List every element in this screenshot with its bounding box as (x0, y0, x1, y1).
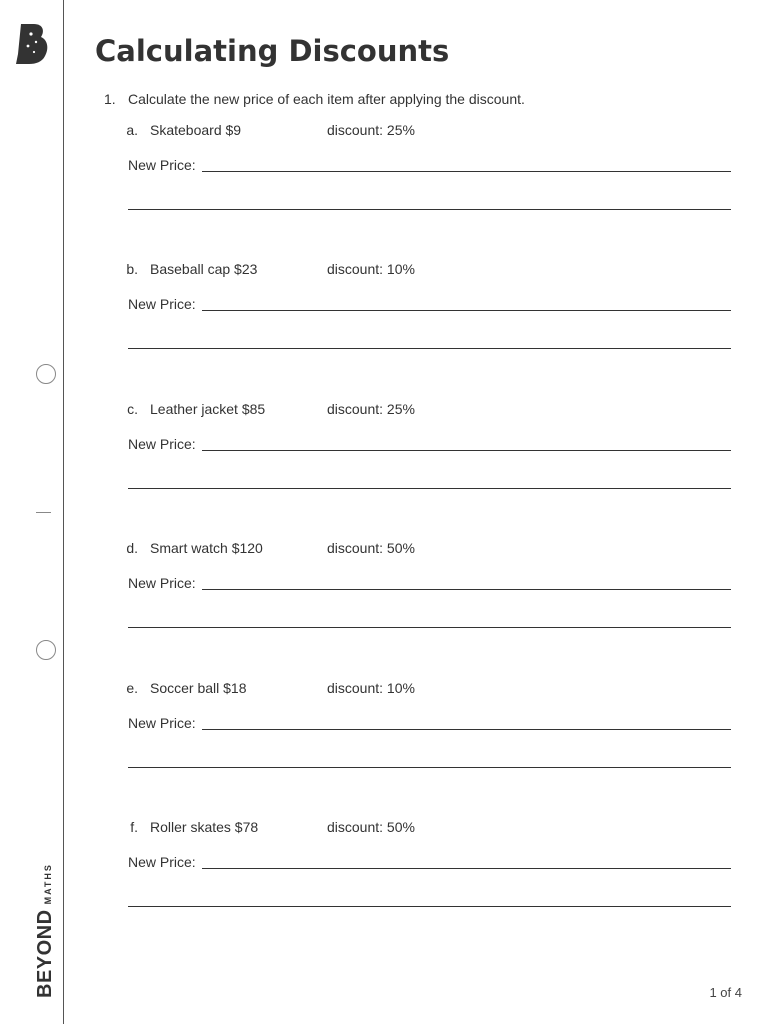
working-line[interactable] (128, 488, 731, 489)
brand-name: BEYOND (34, 909, 56, 998)
working-line[interactable] (128, 209, 731, 210)
item-name: Skateboard $9 (150, 122, 242, 138)
answer-line[interactable] (202, 868, 731, 869)
item-name: Leather jacket $85 (150, 401, 266, 417)
page-title: Calculating Discounts (95, 34, 450, 68)
item-name: Roller skates $78 (150, 819, 259, 835)
question-text: Calculate the new price of each item after applying the discount. (128, 91, 525, 107)
answer-line[interactable] (202, 589, 731, 590)
fold-mark (36, 512, 51, 513)
answer-line[interactable] (202, 310, 731, 311)
new-price-label: New Price: (128, 436, 196, 452)
list-item (0, 401, 768, 496)
answer-line[interactable] (202, 450, 731, 451)
page-number: 1 of 4 (709, 985, 742, 1000)
answer-line[interactable] (202, 729, 731, 730)
item-letter: e. (126, 680, 138, 696)
item-letter: f. (130, 819, 138, 835)
new-price-label: New Price: (128, 575, 196, 591)
punch-hole-bottom (36, 640, 56, 660)
item-discount: discount: 10% (327, 261, 415, 277)
beyond-b-logo-icon (14, 22, 50, 66)
list-item (0, 540, 768, 635)
item-name: Baseball cap $23 (150, 261, 258, 277)
item-discount: discount: 10% (327, 680, 415, 696)
item-letter: d. (126, 540, 138, 556)
item-discount: discount: 25% (327, 401, 415, 417)
working-line[interactable] (128, 906, 731, 907)
item-discount: discount: 25% (327, 122, 415, 138)
list-item (0, 261, 768, 356)
working-line[interactable] (128, 767, 731, 768)
item-letter: b. (126, 261, 138, 277)
new-price-label: New Price: (128, 296, 196, 312)
item-letter: a. (126, 122, 138, 138)
working-line[interactable] (128, 348, 731, 349)
list-item (0, 680, 768, 775)
item-name: Smart watch $120 (150, 540, 263, 556)
list-item (0, 819, 768, 914)
new-price-label: New Price: (128, 854, 196, 870)
answer-line[interactable] (202, 171, 731, 172)
new-price-label: New Price: (128, 157, 196, 173)
item-discount: discount: 50% (327, 819, 415, 835)
item-letter: c. (127, 401, 138, 417)
working-line[interactable] (128, 627, 731, 628)
new-price-label: New Price: (128, 715, 196, 731)
item-discount: discount: 50% (327, 540, 415, 556)
question-number: 1. (104, 91, 116, 107)
brand-subtitle: MATHS (43, 863, 53, 905)
item-name: Soccer ball $18 (150, 680, 247, 696)
punch-hole-top (36, 364, 56, 384)
list-item (0, 122, 768, 217)
